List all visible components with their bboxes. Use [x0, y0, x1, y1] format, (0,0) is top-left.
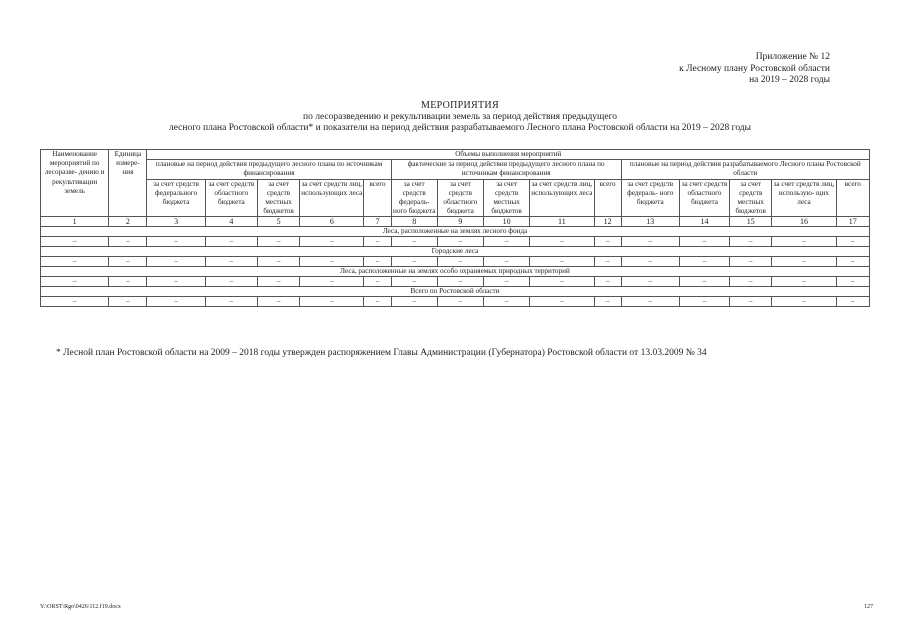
table-cell: –	[679, 257, 729, 267]
subheader-g2-1: за счет средств федераль- ного бюджета	[392, 179, 436, 216]
column-number: 9	[437, 217, 483, 227]
footer-file-path: Y:\ORST\Rgo\0426\112.f19.docx	[40, 604, 121, 610]
column-number: 11	[530, 217, 594, 227]
table-cell: –	[679, 297, 729, 307]
table-cell: –	[621, 297, 679, 307]
table-cell: –	[147, 257, 205, 267]
section-title: Всего по Ростовской области	[41, 287, 870, 297]
table-cell: –	[41, 237, 109, 247]
column-number: 4	[205, 217, 257, 227]
table-cell: –	[205, 277, 257, 287]
page-number: 127	[864, 604, 873, 610]
subheader-g1-4: за счет средств лиц, использующих леса	[300, 179, 364, 217]
table-cell: –	[730, 277, 772, 287]
table-cell: –	[530, 277, 594, 287]
table-cell: –	[484, 277, 530, 287]
subheader-g2-4: за счет средств лиц, использующих леса	[530, 179, 594, 217]
table-cell: –	[484, 237, 530, 247]
subheader-g2-5: всего	[594, 179, 621, 217]
table-cell: –	[109, 297, 147, 307]
appendix-header	[679, 52, 830, 87]
document-title	[40, 100, 880, 135]
table-cell: –	[621, 277, 679, 287]
table-cell: –	[484, 297, 530, 307]
table-cell: –	[836, 297, 869, 307]
header-activity-name: Наименование мероприятий по лесоразве- дению и рекультивации земель	[41, 150, 109, 217]
table-row	[41, 237, 870, 247]
subheader-g3-3: за счет средств местных бюджетов	[730, 179, 772, 217]
section-title: Леса, расположенные на землях лесного фонда	[41, 227, 870, 237]
appendix-line1: Приложение № 12	[755, 52, 830, 62]
table-cell: –	[772, 237, 836, 247]
table-cell: –	[730, 237, 772, 247]
table-cell: –	[437, 277, 483, 287]
header-group-planned-previous: плановые на период действия предыдущего лесного плана по источникам финансирования	[147, 160, 391, 179]
subheader-g1-2: за счет средств областного бюджета	[205, 179, 257, 217]
table-cell: –	[109, 257, 147, 267]
table-cell: –	[836, 277, 869, 287]
table-cell: –	[391, 257, 437, 267]
table-cell: –	[391, 277, 437, 287]
table-cell: –	[147, 277, 205, 287]
table-cell: –	[594, 257, 621, 267]
column-number: 14	[679, 217, 729, 227]
column-number: 10	[484, 217, 530, 227]
table-cell: –	[679, 277, 729, 287]
subheader-g1-5: всего	[364, 179, 391, 217]
table-cell: –	[364, 297, 391, 307]
table-row	[41, 257, 870, 267]
table-row	[41, 277, 870, 287]
column-number: 5	[257, 217, 299, 227]
table-cell: –	[41, 257, 109, 267]
table-cell: –	[364, 257, 391, 267]
column-number: 6	[300, 217, 364, 227]
table-cell: –	[205, 257, 257, 267]
column-number: 3	[147, 217, 205, 227]
subheader-g2-3: за счет средств местных бюджетов	[484, 179, 530, 217]
table-cell: –	[300, 297, 364, 307]
table-cell: –	[437, 257, 483, 267]
table-cell: –	[257, 297, 299, 307]
appendix-line3: на 2019 – 2028 годы	[749, 75, 830, 85]
table-cell: –	[391, 237, 437, 247]
table-cell: –	[772, 297, 836, 307]
title-line3: лесного плана Ростовской области* и показатели на период действия разрабатываемого Лесного плана Ростовской области на 2019 – 2028 годы	[168, 123, 752, 133]
column-number: 13	[621, 217, 679, 227]
section-title: Городские леса	[41, 247, 870, 257]
header-group-planned-new: плановые на период действия разрабатываемого Лесного плана Ростовской области	[621, 160, 869, 179]
table-cell: –	[621, 257, 679, 267]
table-cell: –	[147, 237, 205, 247]
section-row	[41, 287, 870, 297]
column-number: 16	[772, 217, 836, 227]
table-cell: –	[257, 277, 299, 287]
table-cell: –	[437, 237, 483, 247]
title-line2: по лесоразведению и рекультивации земель за период действия предыдущего	[303, 111, 617, 122]
table-cell: –	[257, 257, 299, 267]
column-number: 17	[836, 217, 869, 227]
table-cell: –	[594, 237, 621, 247]
table-cell: –	[621, 237, 679, 247]
table-cell: –	[730, 297, 772, 307]
table-cell: –	[530, 237, 594, 247]
table-cell: –	[257, 237, 299, 247]
table-cell: –	[772, 257, 836, 267]
table-cell: –	[836, 237, 869, 247]
measures-table	[40, 149, 870, 307]
table-cell: –	[41, 277, 109, 287]
table-cell: –	[530, 257, 594, 267]
table-cell: –	[300, 257, 364, 267]
table-row	[41, 297, 870, 307]
column-number: 7	[364, 217, 391, 227]
table-cell: –	[364, 277, 391, 287]
table-cell: –	[300, 277, 364, 287]
header-volumes: Объемы выполнения мероприятий	[147, 150, 870, 160]
table-cell: –	[594, 277, 621, 287]
subheader-g3-2: за счет средств областного бюджета	[679, 179, 729, 217]
table-cell: –	[41, 297, 109, 307]
table-cell: –	[772, 277, 836, 287]
column-number: 15	[730, 217, 772, 227]
section-row	[41, 267, 870, 277]
table-cell: –	[364, 237, 391, 247]
column-number: 2	[109, 217, 147, 227]
subheader-g2-2: за счет средств областного бюджета	[437, 179, 483, 217]
table-cell: –	[437, 297, 483, 307]
table-cell: –	[391, 297, 437, 307]
table-cell: –	[530, 297, 594, 307]
column-number: 12	[594, 217, 621, 227]
header-group-actual-previous: фактические за период действия предыдущего лесного плана по источникам финансирования	[391, 160, 621, 179]
subheader-g3-4: за счет средств лиц, использую- щих леса	[772, 179, 836, 217]
section-row	[41, 227, 870, 237]
table-cell: –	[205, 297, 257, 307]
footnote: * Лесной план Ростовской области на 2009 – 2018 годы утвержден распоряжением Главы Администрации (Губернатора) Ростовской области от 13.03.2009 № 34	[56, 348, 707, 358]
header-unit: Единица измере- ния	[109, 150, 147, 217]
appendix-line2: к Лесному плану Ростовской области	[679, 63, 830, 74]
table-cell: –	[484, 257, 530, 267]
subheader-g3-5: всего	[836, 179, 869, 217]
table-cell: –	[109, 237, 147, 247]
table-cell: –	[594, 297, 621, 307]
table-cell: –	[205, 237, 257, 247]
table-cell: –	[679, 237, 729, 247]
subheader-g1-3: за счет средств местных бюджетов	[257, 179, 299, 217]
title-main: МЕРОПРИЯТИЯ	[421, 100, 499, 111]
section-row	[41, 247, 870, 257]
section-title: Леса, расположенные на землях особо охраняемых природных территорий	[41, 267, 870, 277]
subheader-g3-1: за счет средств федераль- ного бюджета	[621, 179, 679, 217]
table-cell: –	[836, 257, 869, 267]
table-cell: –	[300, 237, 364, 247]
table-cell: –	[730, 257, 772, 267]
column-number: 8	[391, 217, 437, 227]
table-cell: –	[147, 297, 205, 307]
column-number: 1	[41, 217, 109, 227]
subheader-g1-1: за счет средств федерального бюджета	[147, 179, 205, 217]
table-cell: –	[109, 277, 147, 287]
